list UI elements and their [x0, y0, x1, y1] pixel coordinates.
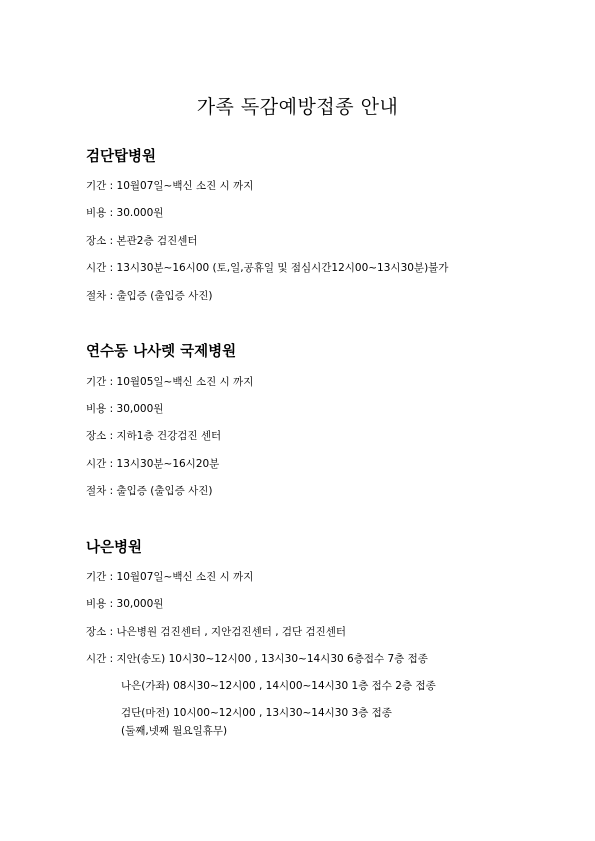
- row-separator: :: [106, 290, 117, 302]
- hospital-section-nazareth: [86, 342, 576, 502]
- row-separator: :: [106, 403, 117, 415]
- row-label: 시간: [86, 262, 107, 274]
- row-label: 장소: [86, 235, 107, 247]
- row-value: 지안(송도) 10시30~12시00 , 13시30~14시30 6층접수 7층 접종: [116, 653, 428, 665]
- row-separator: :: [106, 653, 117, 665]
- info-row-cost: [86, 597, 163, 611]
- section-title: 나은병원: [86, 540, 143, 556]
- row-label: 시간: [86, 458, 107, 470]
- row-value: 13시30분~16시00 (토,일,공휴일 및 점심시간12시00~13시30분)불가: [116, 262, 449, 274]
- info-row-period: [86, 179, 253, 193]
- row-value: 10월05일~백신 소진 시 까지: [116, 376, 254, 388]
- row-separator: :: [106, 207, 117, 219]
- info-row-period: [86, 570, 253, 584]
- row-label: 시간: [86, 653, 107, 665]
- info-row-procedure: [86, 289, 213, 303]
- info-row-cost: [86, 402, 163, 416]
- info-row-time: [86, 457, 219, 471]
- row-value: 출입증 (출입증 사진): [116, 290, 213, 302]
- row-label: 장소: [86, 626, 107, 638]
- row-separator: :: [106, 262, 117, 274]
- row-value: 나은병원 검진센터 , 지안검진센터 , 검단 검진센터: [116, 626, 347, 638]
- closure-note: (둘째,넷째 월요일휴무): [121, 725, 228, 737]
- row-separator: :: [106, 180, 117, 192]
- section-title: 연수동 나사렛 국제병원: [86, 344, 237, 360]
- row-label: 기간: [86, 376, 107, 388]
- row-value: 출입증 (출입증 사진): [116, 485, 213, 497]
- info-row-procedure: [86, 484, 213, 498]
- row-separator: :: [106, 458, 117, 470]
- section-title: 검단탑병원: [86, 149, 157, 165]
- info-row-time: [86, 652, 428, 666]
- row-separator: :: [106, 430, 117, 442]
- info-row-cost: [86, 206, 163, 220]
- row-label: 절차: [86, 290, 107, 302]
- row-label: 비용: [86, 403, 107, 415]
- info-row-period: [86, 375, 253, 389]
- hospital-section-geomdan-top: [86, 147, 576, 307]
- row-separator: :: [106, 571, 117, 583]
- row-value: 10월07일~백신 소진 시 까지: [116, 180, 254, 192]
- row-value: 30,000원: [116, 403, 164, 415]
- row-label: 장소: [86, 430, 107, 442]
- row-separator: :: [106, 626, 117, 638]
- time-detail-gajwa: 나은(가좌) 08시30~12시00 , 14시00~14시30 1층 접수 2층 접종: [121, 680, 436, 692]
- time-detail-majeon: 검단(마전) 10시00~12시00 , 13시30~14시30 3층 접종: [121, 707, 392, 719]
- info-row-place: [86, 429, 221, 443]
- row-value: 30.000원: [116, 207, 164, 219]
- row-separator: :: [106, 235, 117, 247]
- info-row-time: [86, 261, 448, 275]
- page-title: 가족 독감예방접종 안내: [196, 96, 399, 118]
- row-label: 절차: [86, 485, 107, 497]
- row-label: 기간: [86, 180, 107, 192]
- hospital-section-naeun: [86, 538, 576, 748]
- row-separator: :: [106, 485, 117, 497]
- info-row-place: [86, 234, 198, 248]
- row-value: 10월07일~백신 소진 시 까지: [116, 571, 254, 583]
- row-value: 지하1층 건강검진 센터: [116, 430, 222, 442]
- row-label: 비용: [86, 598, 107, 610]
- row-value: 30,000원: [116, 598, 164, 610]
- row-label: 비용: [86, 207, 107, 219]
- row-value: 13시30분~16시20분: [116, 458, 220, 470]
- row-separator: :: [106, 598, 117, 610]
- row-value: 본관2층 검진센터: [116, 235, 198, 247]
- info-row-place: [86, 625, 346, 639]
- row-separator: :: [106, 376, 117, 388]
- row-label: 기간: [86, 571, 107, 583]
